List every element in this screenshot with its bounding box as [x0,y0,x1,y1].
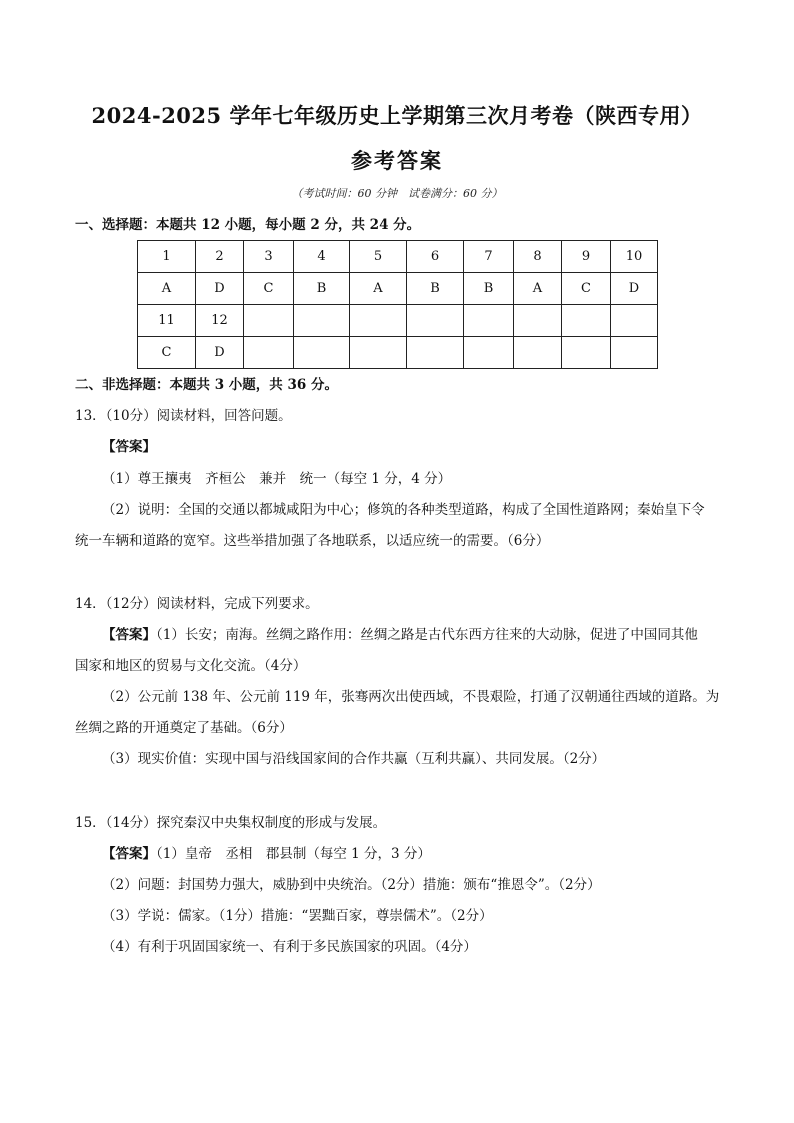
answer-table-cell [562,305,611,337]
q13-answer-2-line1: （2）说明：全国的交通以都城咸阳为中心；修筑的各种类型道路，构成了全国性道路网；秦始皇下令 [102,502,705,518]
q15-answer-2: （2）问题：封国势力强大，威胁到中央统治。（2分）措施：颁布“推恩令”。（2分） [102,877,601,893]
section2-heading: 二、非选择题：本题共 3 小题，共 36 分。 [75,377,338,393]
answer-table-cell: D [196,273,244,305]
q14-answer-2-line1: （2）公元前 138 年、公元前 119 年，张骞两次出使西域，不畏艰险，打通了汉朝通往西域的道路。为 [102,689,720,705]
answer-table-cell: 3 [244,241,294,273]
answer-table-cell [464,337,514,369]
answer-table-cell [562,337,611,369]
answer-table-cell [244,305,294,337]
answer-table [137,240,658,369]
q14-answer-tag: 【答案】 [102,627,156,643]
answer-table-cell: B [464,273,514,305]
document-title: 2024-2025 学年七年级历史上学期第三次月考卷（陕西专用） [91,103,703,128]
answer-table-cell: B [294,273,350,305]
answer-table-cell: C [138,337,196,369]
answer-table-cell: A [514,273,562,305]
q15-answer-1-text: （1）皇帝 丞相 郡县制（每空 1 分，3 分） [156,846,431,862]
answer-table-cell: 10 [611,241,658,273]
q14-answer-3: （3）现实价值：实现中国与沿线国家间的合作共赢（互利共赢）、共同发展。（2分） [102,751,606,767]
answer-table-cell [611,337,658,369]
answer-table-cell: A [350,273,407,305]
answer-table-cell [464,305,514,337]
answer-table-cell: D [611,273,658,305]
answer-table-cell: 12 [196,305,244,337]
q14-stem: 14．（12分）阅读材料，完成下列要求。 [75,596,319,612]
q15-answer-3: （3）学说：儒家。（1分）措施：“罢黜百家，尊崇儒术”。（2分） [102,908,493,924]
q13-stem: 13．（10分）阅读材料，回答问题。 [75,408,292,424]
answer-table-cell [407,337,464,369]
answer-table-cell: 6 [407,241,464,273]
section1-heading: 一、选择题：本题共 12 小题，每小题 2 分，共 24 分。 [75,217,421,233]
answer-table-cell [514,305,562,337]
answer-table-row [138,305,658,337]
q15-stem: 15．（14分）探究秦汉中央集权制度的形成与发展。 [75,815,387,831]
answer-table-row [138,241,658,273]
answer-table-cell: 4 [294,241,350,273]
answer-table-cell: C [244,273,294,305]
answer-table-cell [350,305,407,337]
q15-answer-1-line [102,844,431,864]
q14-answer-2-line2: 丝绸之路的开通奠定了基础。（6分） [75,720,293,736]
q15-answer-4: （4）有利于巩固国家统一、有利于多民族国家的巩固。（4分） [102,939,477,955]
answer-table-cell [244,337,294,369]
answer-table-cell [350,337,407,369]
q13-answer-tag: 【答案】 [102,439,156,455]
answer-table-cell [514,337,562,369]
document-subtitle: 参考答案 [351,148,443,173]
answer-table-cell: 2 [196,241,244,273]
q15-answer-tag: 【答案】 [102,846,156,862]
answer-table-cell: A [138,273,196,305]
answer-table-cell [294,337,350,369]
q13-answer-2-line2: 统一车辆和道路的宽窄。这些举措加强了各地联系，以适应统一的需要。（6分） [75,533,550,549]
answer-table-row [138,337,658,369]
answer-table-cell [407,305,464,337]
answer-table-cell: 8 [514,241,562,273]
answer-table-cell [294,305,350,337]
q14-answer-1-line1 [102,625,698,645]
exam-info: （考试时间：60 分钟 试卷满分：60 分） [291,187,503,200]
answer-table-row [138,273,658,305]
answer-table-cell [611,305,658,337]
answer-table-cell: B [407,273,464,305]
q14-answer-1-text: （1）长安；南海。丝绸之路作用：丝绸之路是古代东西方往来的大动脉，促进了中国同其他 [156,627,698,643]
answer-table-cell: 5 [350,241,407,273]
q13-answer-1: （1）尊王攘夷 齐桓公 兼并 统一（每空 1 分，4 分） [102,471,452,487]
answer-table-cell: 7 [464,241,514,273]
answer-table-cell: C [562,273,611,305]
answer-table-cell: 9 [562,241,611,273]
answer-table-cell: D [196,337,244,369]
answer-table-cell: 11 [138,305,196,337]
q14-answer-1-line2: 国家和地区的贸易与文化交流。（4分） [75,658,307,674]
answer-table-cell: 1 [138,241,196,273]
